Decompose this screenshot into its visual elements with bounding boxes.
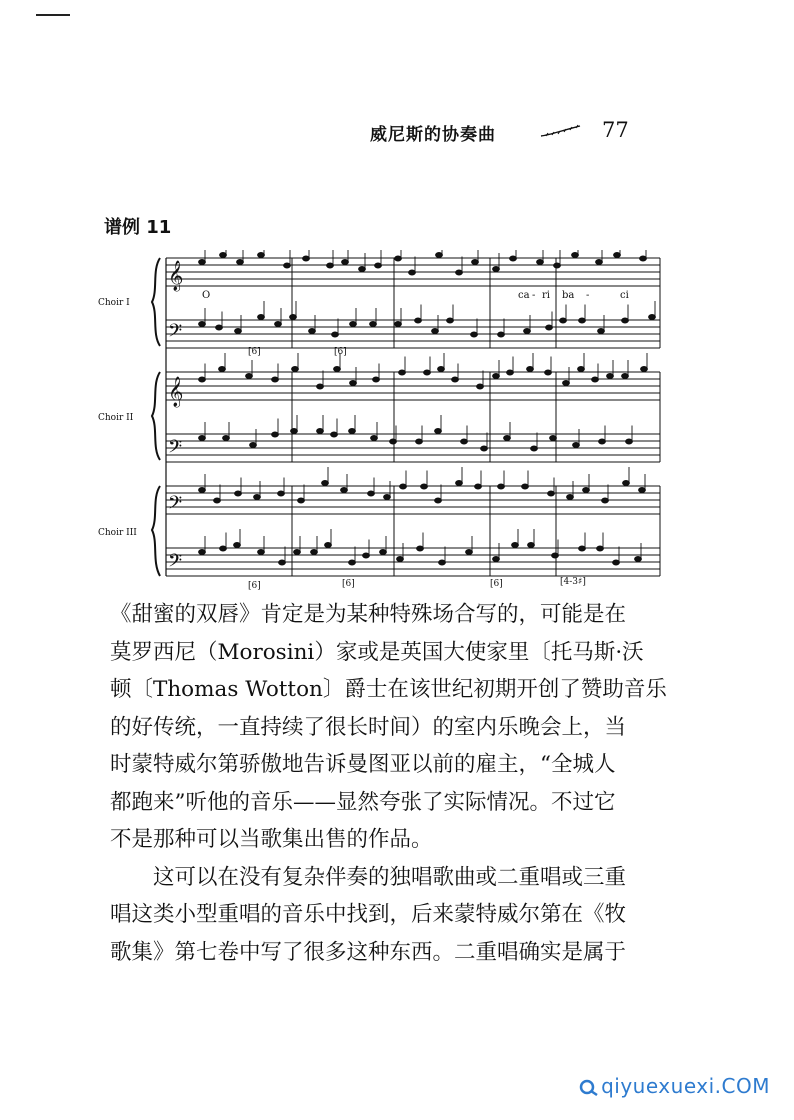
- paragraph-2: [110, 859, 670, 972]
- note-head: [415, 318, 422, 323]
- note-head: [493, 374, 500, 379]
- note-head: [572, 253, 579, 258]
- note-head: [371, 436, 378, 441]
- note-head: [390, 439, 397, 444]
- music-score: [98, 250, 678, 600]
- note-head: [298, 498, 305, 503]
- brace-choir-2: [152, 372, 160, 460]
- note-head: [528, 543, 535, 548]
- note-head: [223, 436, 230, 441]
- note-head: [472, 260, 479, 265]
- note-head: [331, 432, 338, 437]
- choir-label: Choir II: [98, 413, 134, 423]
- note-head: [498, 484, 505, 489]
- note-head: [452, 377, 459, 382]
- note-head: [350, 322, 357, 327]
- note-head: [456, 481, 463, 486]
- note-head: [334, 367, 341, 372]
- note-head: [395, 322, 402, 327]
- figured-bass: [6]: [342, 579, 355, 589]
- corner-rule: [36, 14, 70, 16]
- note-head: [626, 439, 633, 444]
- lyric: ci: [620, 290, 629, 301]
- note-head: [342, 260, 349, 265]
- text-line: 不是那种可以当歌集出售的作品。: [110, 827, 433, 852]
- note-head: [275, 322, 282, 327]
- note-head: [573, 443, 580, 448]
- note-head: [416, 439, 423, 444]
- note-head: [292, 367, 299, 372]
- text-line: 这可以在没有复杂伴奏的独唱歌曲或二重唱或三重: [153, 864, 627, 890]
- note-head: [537, 260, 544, 265]
- note-head: [623, 481, 630, 486]
- note-head: [527, 367, 534, 372]
- text-line: 《甜蜜的双唇》肯定是为某种特殊场合写的，可能是在: [110, 602, 627, 627]
- note-head: [327, 263, 334, 268]
- text-line: 歌集》第七卷中写了很多这种东西。二重唱确实是属于: [110, 939, 627, 965]
- note-head: [421, 484, 428, 489]
- note-head: [409, 270, 416, 275]
- note-head: [498, 332, 505, 337]
- note-head: [466, 550, 473, 555]
- note-head: [399, 370, 406, 375]
- note-head: [284, 263, 291, 268]
- note-head: [254, 495, 261, 500]
- note-head: [554, 263, 561, 268]
- lyric: -: [532, 290, 536, 301]
- note-head: [199, 260, 206, 265]
- text-line: 的好传统，一直持续了很长时间）的室内乐晚会上，当: [110, 714, 627, 740]
- note-head: [461, 439, 468, 444]
- note-head: [250, 443, 257, 448]
- note-head: [291, 429, 298, 434]
- note-head: [545, 370, 552, 375]
- note-head: [363, 553, 370, 558]
- note-head: [395, 256, 402, 261]
- note-head: [199, 488, 206, 493]
- note-head: [317, 429, 324, 434]
- paragraph-1: [110, 596, 670, 859]
- note-head: [311, 550, 318, 555]
- note-head: [279, 560, 286, 565]
- note-head: [641, 367, 648, 372]
- note-head: [546, 325, 553, 330]
- note-head: [380, 550, 387, 555]
- note-head: [622, 374, 629, 379]
- note-head: [614, 253, 621, 258]
- lyric: ba: [562, 290, 575, 301]
- note-head: [220, 253, 227, 258]
- watermark: [579, 1074, 770, 1098]
- note-head: [258, 315, 265, 320]
- note-head: [234, 543, 241, 548]
- brace-choir-1: [152, 258, 160, 346]
- note-head: [607, 374, 614, 379]
- bass-clef-icon: 𝄢: [168, 437, 183, 462]
- note-head: [332, 332, 339, 337]
- note-head: [235, 491, 242, 496]
- note-head: [400, 484, 407, 489]
- note-head: [550, 436, 557, 441]
- note-head: [235, 329, 242, 334]
- flourish-ornament-icon: [540, 124, 582, 138]
- note-head: [635, 557, 642, 562]
- note-head: [439, 560, 446, 565]
- text-line: 莫罗西尼（Morosini）家或是英国大使家里〔托马斯·沃: [110, 639, 644, 665]
- running-header: [370, 118, 670, 148]
- bass-clef-icon: 𝄢: [168, 493, 183, 518]
- note-head: [214, 498, 221, 503]
- watermark-text: qiyuexuexi.COM: [601, 1074, 770, 1098]
- note-head: [438, 367, 445, 372]
- note-head: [436, 253, 443, 258]
- running-title: 威尼斯的协奏曲: [370, 125, 496, 145]
- note-head: [579, 546, 586, 551]
- staff-lines: [166, 258, 660, 576]
- note-head: [278, 491, 285, 496]
- note-head: [596, 260, 603, 265]
- body-text: [110, 596, 670, 971]
- note-head: [349, 560, 356, 565]
- note-head: [199, 550, 206, 555]
- note-head: [552, 553, 559, 558]
- note-head: [649, 315, 656, 320]
- watermark-logo-icon: [579, 1078, 601, 1096]
- note-head: [597, 546, 604, 551]
- note-head: [325, 543, 332, 548]
- choir-label: Choir I: [98, 298, 130, 308]
- note-head: [578, 367, 585, 372]
- text-line: 时蒙特威尔第骄傲地告诉曼图亚以前的雇主，“全城人: [110, 752, 616, 777]
- note-head: [258, 253, 265, 258]
- note-head: [359, 267, 366, 272]
- note-head: [199, 377, 206, 382]
- note-head: [602, 498, 609, 503]
- note-head: [560, 318, 567, 323]
- note-head: [417, 546, 424, 551]
- figured-bass: [6]: [490, 579, 503, 589]
- text-line: 顿〔Thomas Wotton〕爵士在该世纪初期开创了赞助音乐: [110, 677, 667, 702]
- note-head: [368, 491, 375, 496]
- note-head: [522, 484, 529, 489]
- note-head: [477, 384, 484, 389]
- note-head: [384, 495, 391, 500]
- treble-clef-icon: 𝄞: [168, 261, 184, 291]
- note-head: [350, 381, 357, 386]
- note-head: [447, 318, 454, 323]
- lyric: O: [202, 290, 211, 301]
- note-head: [512, 543, 519, 548]
- note-head: [309, 329, 316, 334]
- note-head: [598, 329, 605, 334]
- note-head: [294, 550, 301, 555]
- note-head: [592, 377, 599, 382]
- note-head: [237, 260, 244, 265]
- note-head: [481, 446, 488, 451]
- choir-label: Choir III: [98, 528, 137, 538]
- note-head: [599, 439, 606, 444]
- note-head: [290, 315, 297, 320]
- note-head: [579, 318, 586, 323]
- note-head: [246, 374, 253, 379]
- note-head: [341, 488, 348, 493]
- note-head: [639, 488, 646, 493]
- note-head: [375, 263, 382, 268]
- note-head: [471, 332, 478, 337]
- note-head: [475, 484, 482, 489]
- lyric: ca: [518, 290, 530, 301]
- lyric: -: [586, 290, 590, 301]
- note-head: [432, 329, 439, 334]
- note-head: [456, 270, 463, 275]
- note-head: [531, 446, 538, 451]
- note-head: [622, 318, 629, 323]
- bass-clef-icon: 𝄢: [168, 321, 183, 346]
- note-head: [563, 381, 570, 386]
- bass-clef-icon: 𝄢: [168, 551, 183, 576]
- note-head: [317, 384, 324, 389]
- note-head: [524, 329, 531, 334]
- lyric: ri: [542, 290, 550, 301]
- note-head: [504, 436, 511, 441]
- text-line: 都跑来”听他的音乐——显然夸张了实际情况。不过它: [110, 789, 616, 815]
- note-head: [220, 546, 227, 551]
- brace-choir-3: [152, 486, 160, 576]
- example-label: 谱例 11: [104, 217, 172, 238]
- note-head: [640, 256, 647, 261]
- note-head: [583, 488, 590, 493]
- figured-bass: [6]: [248, 347, 261, 357]
- note-head: [216, 325, 223, 330]
- note-head: [424, 370, 431, 375]
- note-head: [493, 267, 500, 272]
- note-head: [435, 429, 442, 434]
- note-head: [435, 498, 442, 503]
- note-head: [199, 322, 206, 327]
- figured-bass: [6]: [248, 581, 261, 591]
- bar-lines: [292, 258, 660, 576]
- note-head: [272, 377, 279, 382]
- figured-bass: [6]: [334, 347, 347, 357]
- note-head: [567, 495, 574, 500]
- note-head: [370, 322, 377, 327]
- note-head: [272, 432, 279, 437]
- note-head: [258, 550, 265, 555]
- note-head: [493, 557, 500, 562]
- note-head: [199, 436, 206, 441]
- note-head: [397, 557, 404, 562]
- text-line: 唱这类小型重唱的音乐中找到，后来蒙特威尔第在《牧: [110, 902, 627, 927]
- note-head: [373, 377, 380, 382]
- note-head: [548, 491, 555, 496]
- note-head: [322, 481, 329, 486]
- figured-bass: [4-3♯]: [560, 577, 586, 587]
- note-head: [303, 256, 310, 261]
- note-head: [613, 560, 620, 565]
- note-head: [219, 367, 226, 372]
- page-number: 77: [602, 118, 629, 142]
- treble-clef-icon: 𝄞: [168, 377, 184, 407]
- note-head: [507, 370, 514, 375]
- note-head: [510, 256, 517, 261]
- note-head: [349, 429, 356, 434]
